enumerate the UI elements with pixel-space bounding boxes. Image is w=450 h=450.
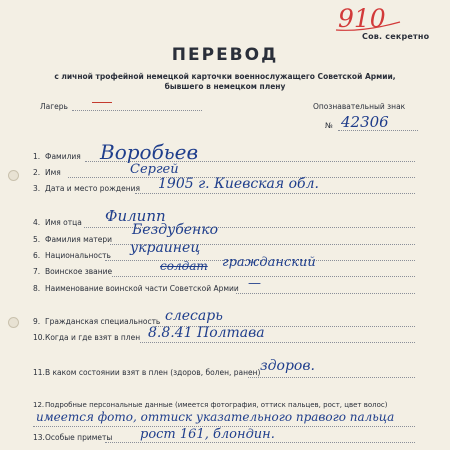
field-10-label: Когда и где взят в плен bbox=[45, 333, 141, 342]
field-3-line bbox=[135, 193, 415, 194]
tag-number-sign: № bbox=[325, 121, 333, 130]
tag-label: Опознавательный знак bbox=[313, 102, 406, 111]
field-10-line bbox=[140, 342, 415, 343]
field-11-num: 11. bbox=[33, 368, 45, 377]
field-7-num: 7. bbox=[33, 267, 41, 276]
red-handwritten-number bbox=[334, 4, 404, 32]
field-13-num: 13. bbox=[33, 433, 45, 442]
svg-text:910: 910 bbox=[338, 4, 386, 32]
field-7-struck-value: солдат bbox=[160, 259, 208, 273]
field-7-label: Воинское звание bbox=[45, 267, 113, 276]
field-11-label: В каком состоянии взят в плен (здоров, болен, ранен) bbox=[45, 368, 261, 377]
field-9-value: слесарь bbox=[165, 308, 223, 324]
field-4-value: Филипп bbox=[105, 207, 166, 225]
classification-label: Сов. секретно bbox=[362, 32, 430, 41]
field-6-value: украинец bbox=[130, 240, 201, 256]
field-13-label: Особые приметы bbox=[45, 433, 113, 442]
field-7-line bbox=[112, 276, 415, 277]
field-12-label: Подробные персональные данные (имеется фотография, оттиск пальцев, рост, цвет волос) bbox=[45, 401, 388, 409]
field-13-value: рост 161, блондин. bbox=[140, 427, 275, 442]
field-9-label: Гражданская специальность bbox=[45, 317, 161, 326]
field-4-label: Имя отца bbox=[45, 218, 82, 227]
field-5-num: 5. bbox=[33, 235, 41, 244]
document-title: ПЕРЕВОД bbox=[171, 45, 279, 65]
field-2-num: 2. bbox=[33, 168, 41, 177]
field-10-num: 10. bbox=[33, 333, 45, 342]
field-13-line bbox=[105, 442, 415, 443]
field-5-label: Фамилия матери bbox=[45, 235, 113, 244]
field-5-value: Бездубенко bbox=[132, 222, 219, 238]
field-10-value: 8.8.41 Полтава bbox=[148, 325, 265, 341]
field-11-value: здоров. bbox=[260, 358, 315, 374]
field-4-num: 4. bbox=[33, 218, 41, 227]
field-12-value: имеется фото, оттиск указательного правого пальца bbox=[36, 410, 395, 424]
tag-value: 42306 bbox=[341, 113, 389, 131]
punch-hole bbox=[8, 170, 19, 181]
field-2-label: Имя bbox=[45, 168, 61, 177]
camp-dash bbox=[92, 102, 112, 103]
field-3-value: 1905 г. Киевская обл. bbox=[158, 176, 319, 192]
field-6-num: 6. bbox=[33, 251, 41, 260]
field-11-line bbox=[248, 377, 415, 378]
field-9-num: 9. bbox=[33, 317, 41, 326]
field-6-label: Национальность bbox=[45, 251, 111, 260]
field-2-value: Сергей bbox=[130, 162, 179, 177]
field-8-line bbox=[236, 293, 415, 294]
document-subtitle-2: бывшего в немецком плену bbox=[164, 82, 286, 91]
field-3-num: 3. bbox=[33, 184, 41, 193]
document-subtitle: с личной трофейной немецкой карточки военнослужащего Советской Армии, bbox=[54, 72, 396, 81]
field-1-label: Фамилия bbox=[45, 152, 81, 161]
field-12-num: 12. bbox=[33, 401, 45, 409]
field-3-label: Дата и место рождения bbox=[45, 184, 140, 193]
field-1-num: 1. bbox=[33, 152, 41, 161]
field-8-value: — bbox=[248, 276, 261, 291]
punch-hole bbox=[8, 317, 19, 328]
field-8-num: 8. bbox=[33, 284, 41, 293]
field-1-value: Воробьев bbox=[100, 140, 199, 164]
camp-line bbox=[72, 110, 202, 111]
field-8-label: Наименование воинской части Советской Армии bbox=[45, 284, 239, 293]
camp-label: Лагерь bbox=[40, 102, 68, 111]
field-7-value: гражданский bbox=[222, 255, 316, 270]
